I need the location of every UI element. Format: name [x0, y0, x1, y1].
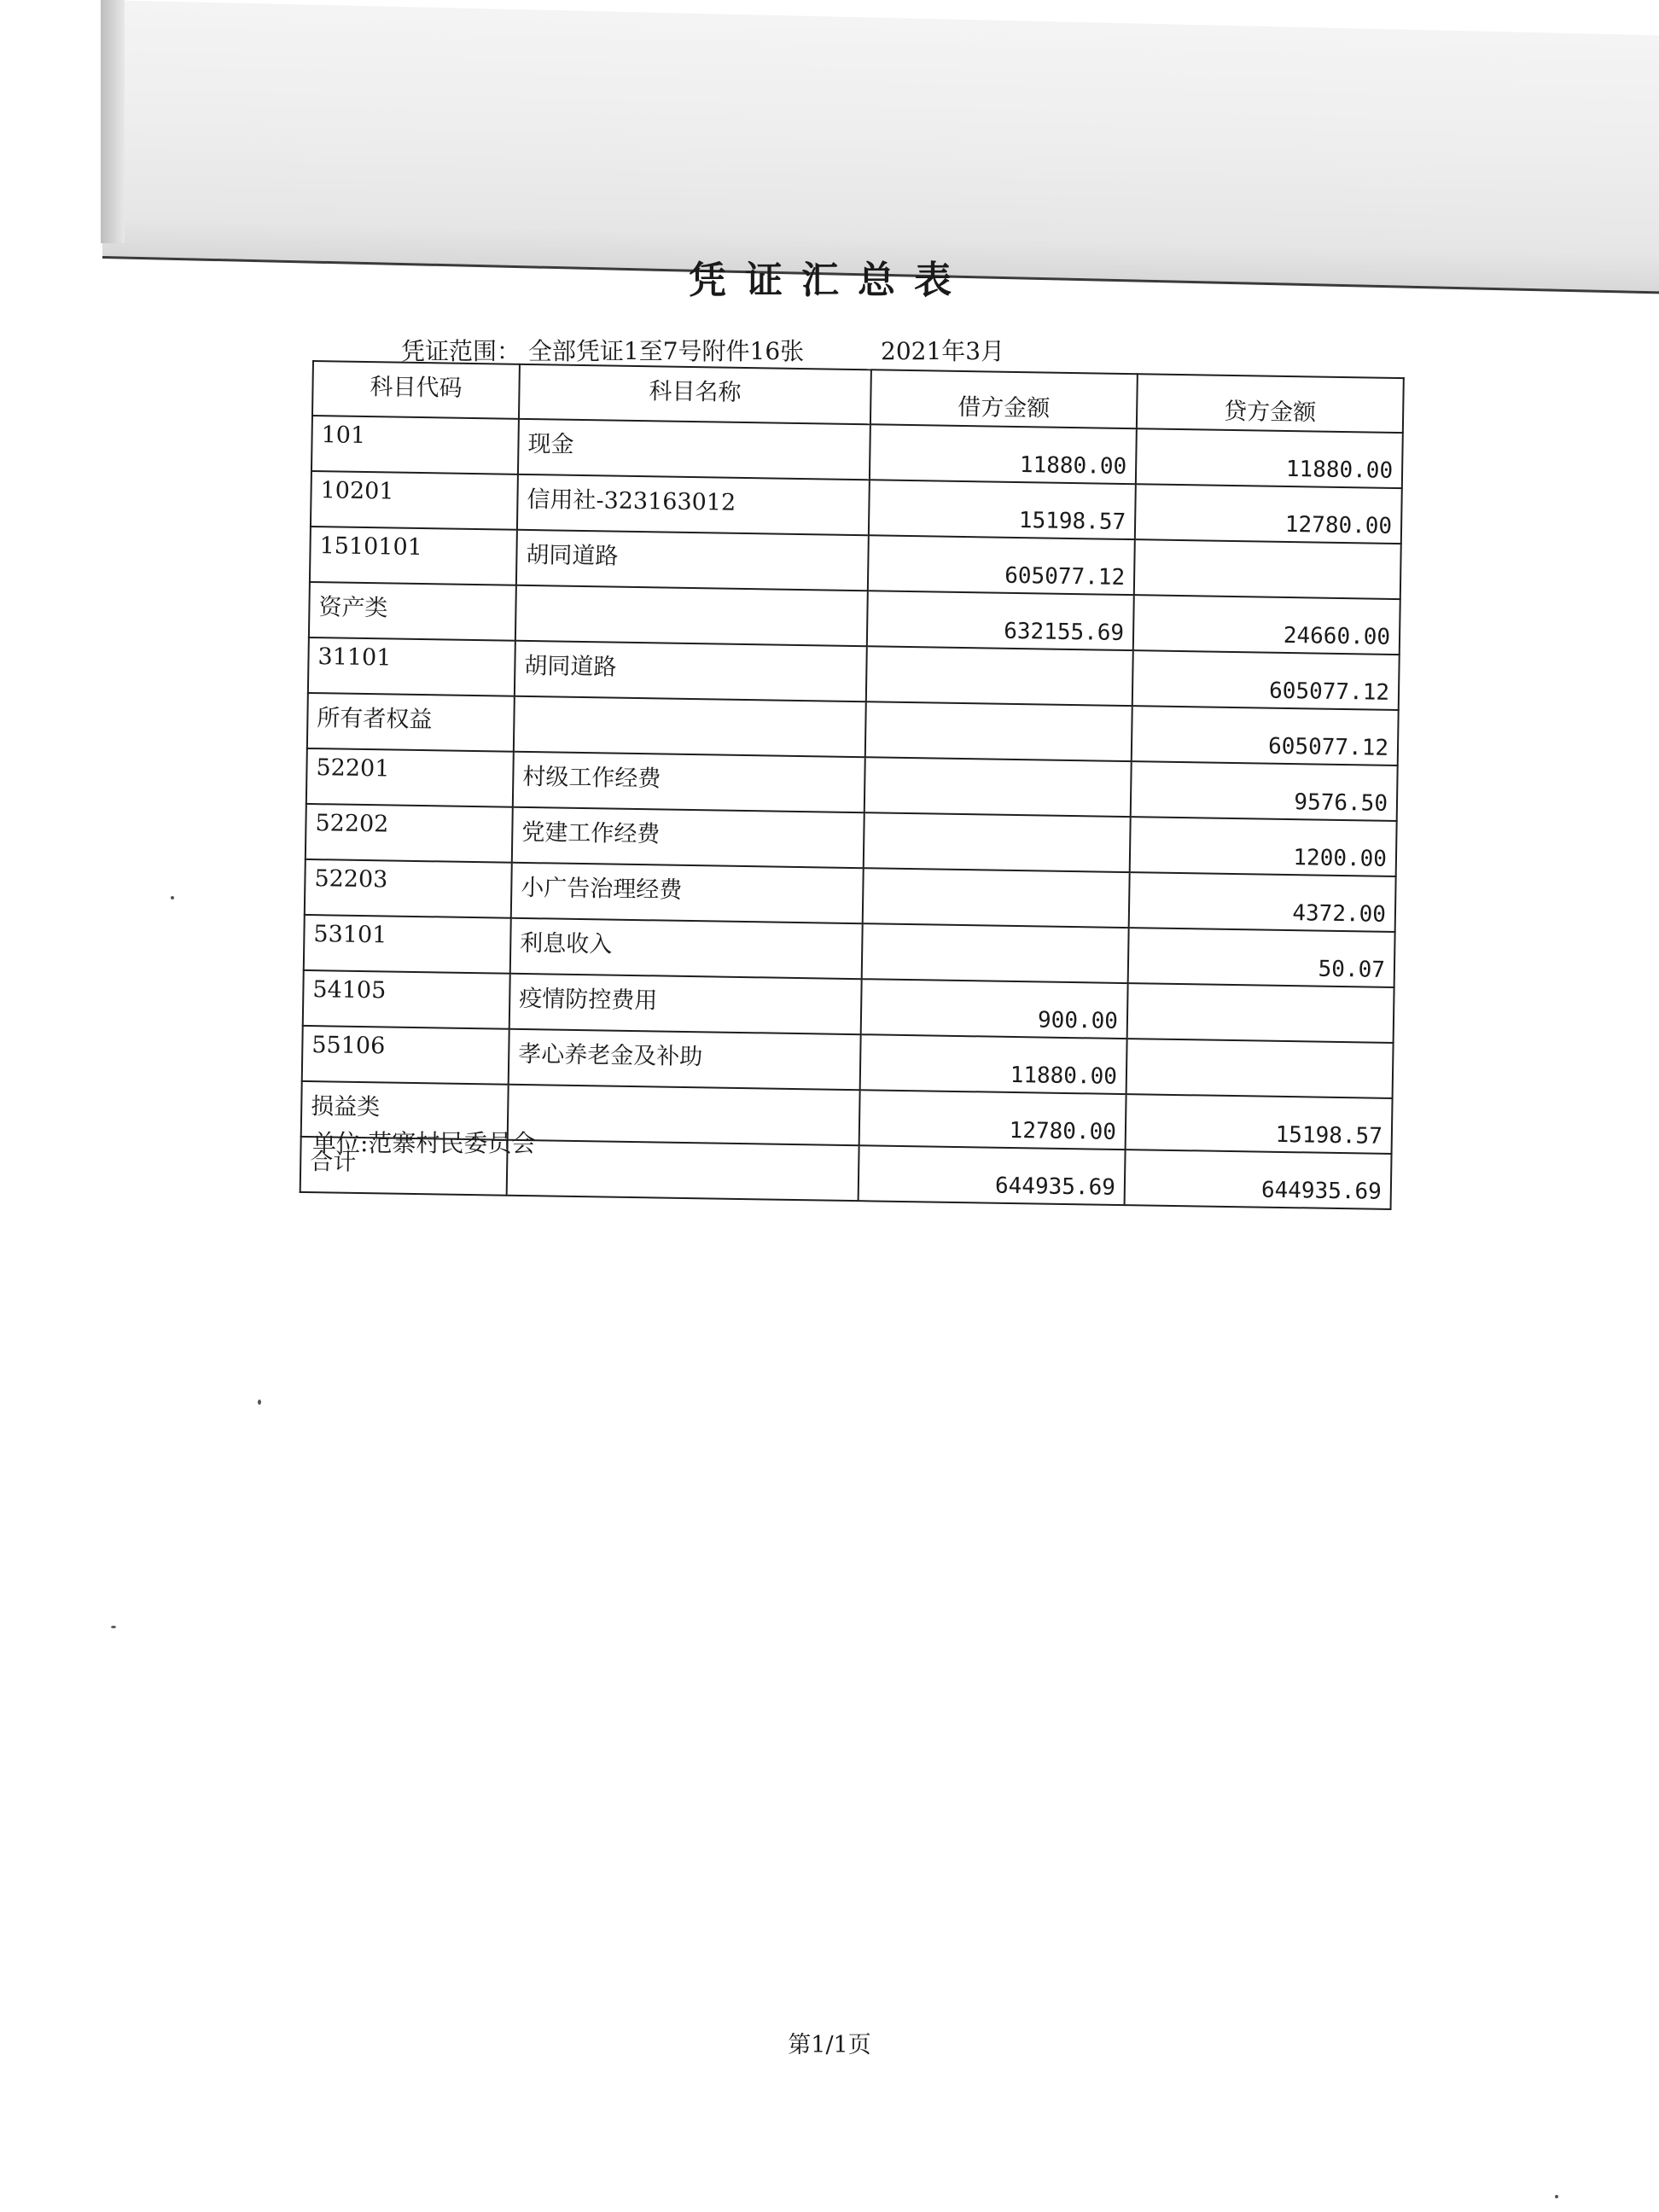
debit-amount-cell: 15198.57: [869, 480, 1136, 539]
unit-label: 单位:范寨村民委员会: [312, 1129, 536, 1157]
credit-amount-cell: 11880.00: [1136, 428, 1403, 488]
debit-amount-cell: 11880.00: [870, 424, 1137, 484]
account-code-cell: 损益类: [301, 1081, 509, 1140]
credit-amount-cell: 12780.00: [1135, 484, 1402, 544]
account-name-cell: 胡同道路: [516, 530, 869, 591]
account-name-cell: 信用社-323163012: [517, 474, 870, 535]
credit-amount-cell: 9576.50: [1131, 761, 1398, 821]
credit-amount-cell: 644935.69: [1125, 1150, 1392, 1209]
header-account-code: 科目代码: [312, 361, 520, 419]
account-code-cell: 1510101: [310, 527, 517, 585]
scan-speck: [258, 1400, 261, 1405]
account-code-cell: 31101: [308, 637, 515, 696]
account-code-cell: 52201: [306, 748, 514, 807]
credit-amount-cell: 50.07: [1128, 928, 1395, 987]
credit-amount-cell: [1127, 983, 1394, 1043]
account-name-cell: [514, 696, 866, 757]
account-code-cell: 所有者权益: [307, 693, 515, 752]
credit-amount-cell: [1126, 1039, 1394, 1098]
header-credit-amount: 贷方金额: [1137, 374, 1404, 433]
account-name-cell: 党建工作经费: [512, 807, 864, 868]
header-account-name: 科目名称: [519, 364, 871, 424]
debit-amount-cell: 644935.69: [859, 1145, 1126, 1205]
credit-amount-cell: [1134, 539, 1401, 599]
account-code-cell: 55106: [302, 1026, 509, 1085]
debit-amount-cell: [865, 701, 1132, 761]
debit-amount-cell: 900.00: [861, 979, 1128, 1039]
credit-amount-cell: 605077.12: [1132, 650, 1400, 710]
account-code-cell: 53101: [304, 915, 511, 974]
account-name-cell: [508, 1085, 860, 1145]
fold-shadow: [101, 0, 125, 243]
account-code-cell: 101: [311, 416, 519, 474]
account-name-cell: 胡同道路: [515, 641, 867, 701]
account-code-cell: 10201: [311, 471, 518, 530]
credit-amount-cell: 15198.57: [1126, 1094, 1393, 1154]
scan-speck: [171, 896, 174, 899]
debit-amount-cell: 632155.69: [867, 591, 1134, 650]
account-name-cell: [515, 585, 868, 646]
credit-amount-cell: 4372.00: [1129, 872, 1396, 932]
debit-amount-cell: [862, 923, 1129, 983]
credit-amount-cell: 24660.00: [1133, 595, 1400, 655]
account-code-cell: 52202: [306, 804, 513, 863]
scan-speck: [1555, 2195, 1558, 2198]
account-name-cell: 小广告治理经费: [511, 863, 864, 923]
scan-speck: [111, 1626, 116, 1628]
voucher-range-value: 全部凭证1至7号附件16张: [527, 337, 805, 365]
account-code-cell: 合计: [300, 1137, 508, 1196]
debit-amount-cell: 605077.12: [868, 535, 1135, 595]
account-name-cell: 现金: [518, 419, 870, 480]
account-name-cell: 利息收入: [510, 918, 863, 979]
debit-amount-cell: [864, 812, 1131, 872]
account-code-cell: 52203: [305, 859, 512, 918]
account-code-cell: 54105: [303, 970, 510, 1029]
period: 2021年3月: [881, 337, 1005, 365]
debit-amount-cell: [864, 757, 1132, 817]
account-name-cell: [507, 1140, 859, 1201]
debit-amount-cell: [863, 868, 1130, 928]
document-title: 凭证汇总表: [689, 259, 970, 302]
voucher-range-label: 凭证范围：: [401, 337, 521, 365]
account-code-cell: 资产类: [309, 582, 516, 641]
page-number: 第1/1页: [788, 2032, 871, 2058]
account-name-cell: 孝心养老金及补助: [509, 1029, 861, 1090]
credit-amount-cell: 1200.00: [1130, 817, 1397, 876]
credit-amount-cell: 605077.12: [1132, 706, 1399, 765]
account-name-cell: 疫情防控费用: [509, 974, 862, 1034]
debit-amount-cell: [866, 646, 1133, 706]
voucher-summary-table: [300, 360, 1405, 1210]
header-debit-amount: 借方金额: [870, 370, 1138, 428]
account-name-cell: 村级工作经费: [513, 752, 865, 812]
debit-amount-cell: 11880.00: [860, 1034, 1127, 1094]
debit-amount-cell: 12780.00: [859, 1090, 1126, 1150]
